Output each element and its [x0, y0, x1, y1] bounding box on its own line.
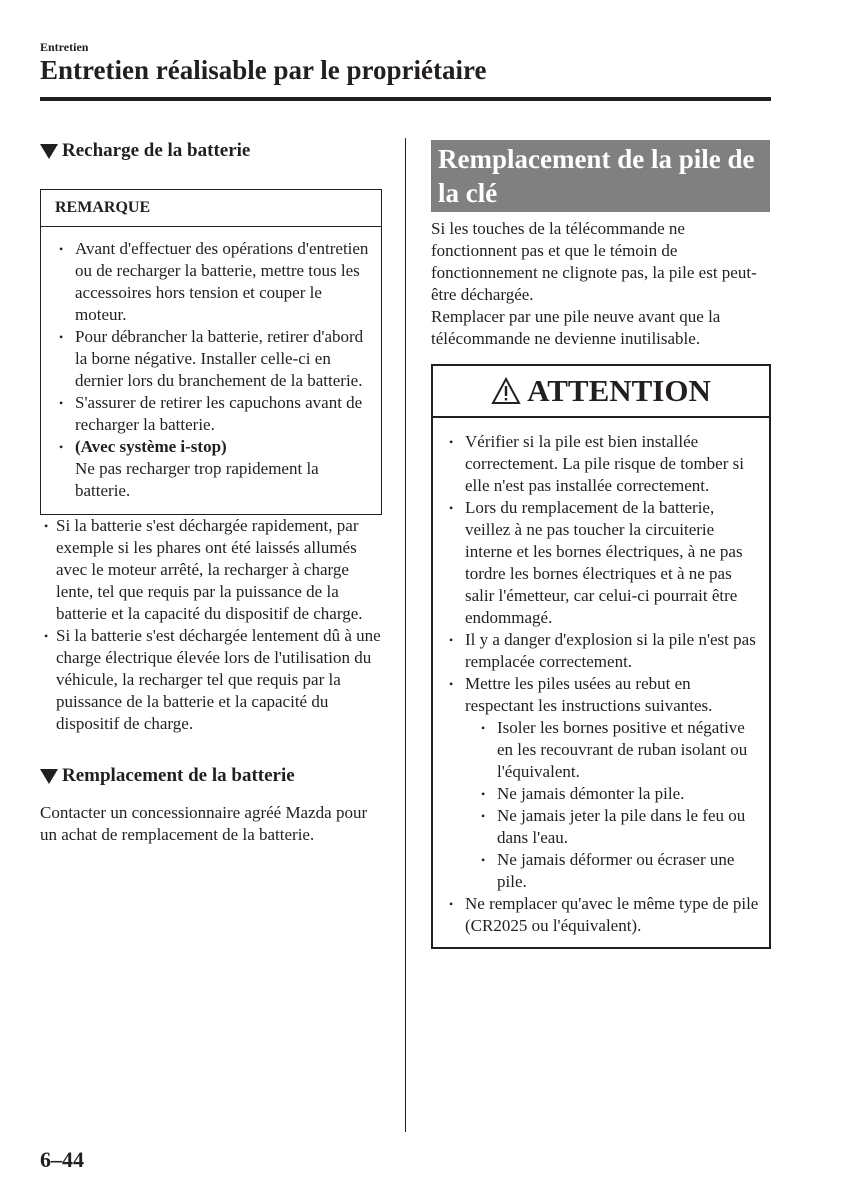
remarque-item: • Pour débrancher la batterie, retirer d'abord la borne négative. Installer celle-ci en dernier lors du branchement de la batterie.	[59, 326, 371, 392]
recharge-bullets	[40, 515, 382, 735]
attention-list	[449, 431, 759, 937]
section-label: Entretien	[40, 40, 89, 54]
remarque-item: • S'assurer de retirer les capuchons avant de recharger la batterie.	[59, 392, 371, 436]
attention-item	[449, 673, 759, 893]
attention-box	[431, 364, 771, 949]
list-item: • Si la batterie s'est déchargée lentement dû à une charge électrique élevée lors de l'utilisation du véhicule, la recharger tel que requis par la puissance de la batterie et la capacité du dispositif de charge.	[40, 625, 382, 735]
heading-recharge-text: Recharge de la batterie	[62, 140, 251, 161]
attention-item: • Il y a danger d'explosion si la pile n'est pas remplacée correctement.	[449, 629, 759, 673]
list-item: • Si la batterie s'est déchargée rapidement, par exemple si les phares ont été laissés allumés avec le moteur arrêté, la recharger à charge lente, tel que requis par la puissance de la batterie et la capacité du dispositif de charge.	[40, 515, 382, 625]
remarque-title: REMARQUE	[41, 190, 381, 227]
page-title: Entretien réalisable par le propriétaire	[40, 55, 487, 85]
istop-text: Ne pas recharger trop rapidement la batterie.	[75, 458, 319, 500]
right-column	[431, 140, 773, 949]
heading-recharge	[40, 140, 382, 163]
disposal-instructions	[465, 717, 759, 893]
intro-paragraph-1: Si les touches de la télécommande ne fonctionnent pas et que le témoin de fonctionnement ne clignote pas, la pile est peut-être déchargée.	[431, 219, 757, 304]
disposal-item: • Isoler les bornes positive et négative en les recouvrant de ruban isolant ou l'équivalent.	[481, 717, 759, 783]
heading-replacement-text: Remplacement de la batterie	[62, 764, 295, 786]
title-rule	[40, 97, 771, 101]
disposal-item: • Ne jamais jeter la pile dans le feu ou dans l'eau.	[481, 805, 759, 849]
attention-body	[433, 418, 769, 947]
attention-item: • Lors du remplacement de la batterie, veillez à ne pas toucher la circuiterie interne et les bornes électriques, à ne pas tordre les bornes électriques et à ne pas salir l'émetteur, car celui-ci pourrait être endommagé.	[449, 497, 759, 629]
attention-header	[433, 366, 769, 418]
section-heading-key-battery: Remplacement de la pile de la clé	[431, 140, 770, 212]
remarque-item-istop	[59, 436, 371, 502]
column-divider	[405, 138, 406, 1132]
attention-item: • Vérifier si la pile est bien installée correctement. La pile risque de tomber si elle n'est pas installée correctement.	[449, 431, 759, 497]
remarque-body	[41, 227, 381, 514]
replacement-text: Contacter un concessionnaire agréé Mazda pour un achat de remplacement de la batterie.	[40, 802, 368, 844]
remarque-item: • Avant d'effectuer des opérations d'entretien ou de recharger la batterie, mettre tous les accessoires hors tension et couper le moteur.	[59, 238, 371, 326]
attention-item: • Ne remplacer qu'avec le même type de pile (CR2025 ou l'équivalent).	[449, 893, 759, 937]
page-number: 6–44	[40, 1147, 84, 1172]
triangle-down-icon	[40, 144, 58, 159]
triangle-down-icon	[40, 769, 58, 784]
warning-triangle-icon	[491, 377, 521, 405]
disposal-item: • Ne jamais démonter la pile.	[481, 783, 759, 805]
remarque-box	[40, 189, 382, 515]
attention-item-text: • Mettre les piles usées au rebut en respectant les instructions suivantes.	[465, 674, 713, 715]
disposal-item: • Ne jamais déformer ou écraser une pile.	[481, 849, 759, 893]
remarque-list	[59, 238, 371, 502]
istop-title: • (Avec système i-stop)	[75, 436, 227, 456]
heading-replacement	[40, 765, 382, 788]
left-column	[40, 140, 382, 846]
intro-paragraph-2: Remplacer par une pile neuve avant que la télécommande ne devienne inutilisable.	[431, 307, 721, 348]
attention-title: ATTENTION	[527, 373, 711, 408]
